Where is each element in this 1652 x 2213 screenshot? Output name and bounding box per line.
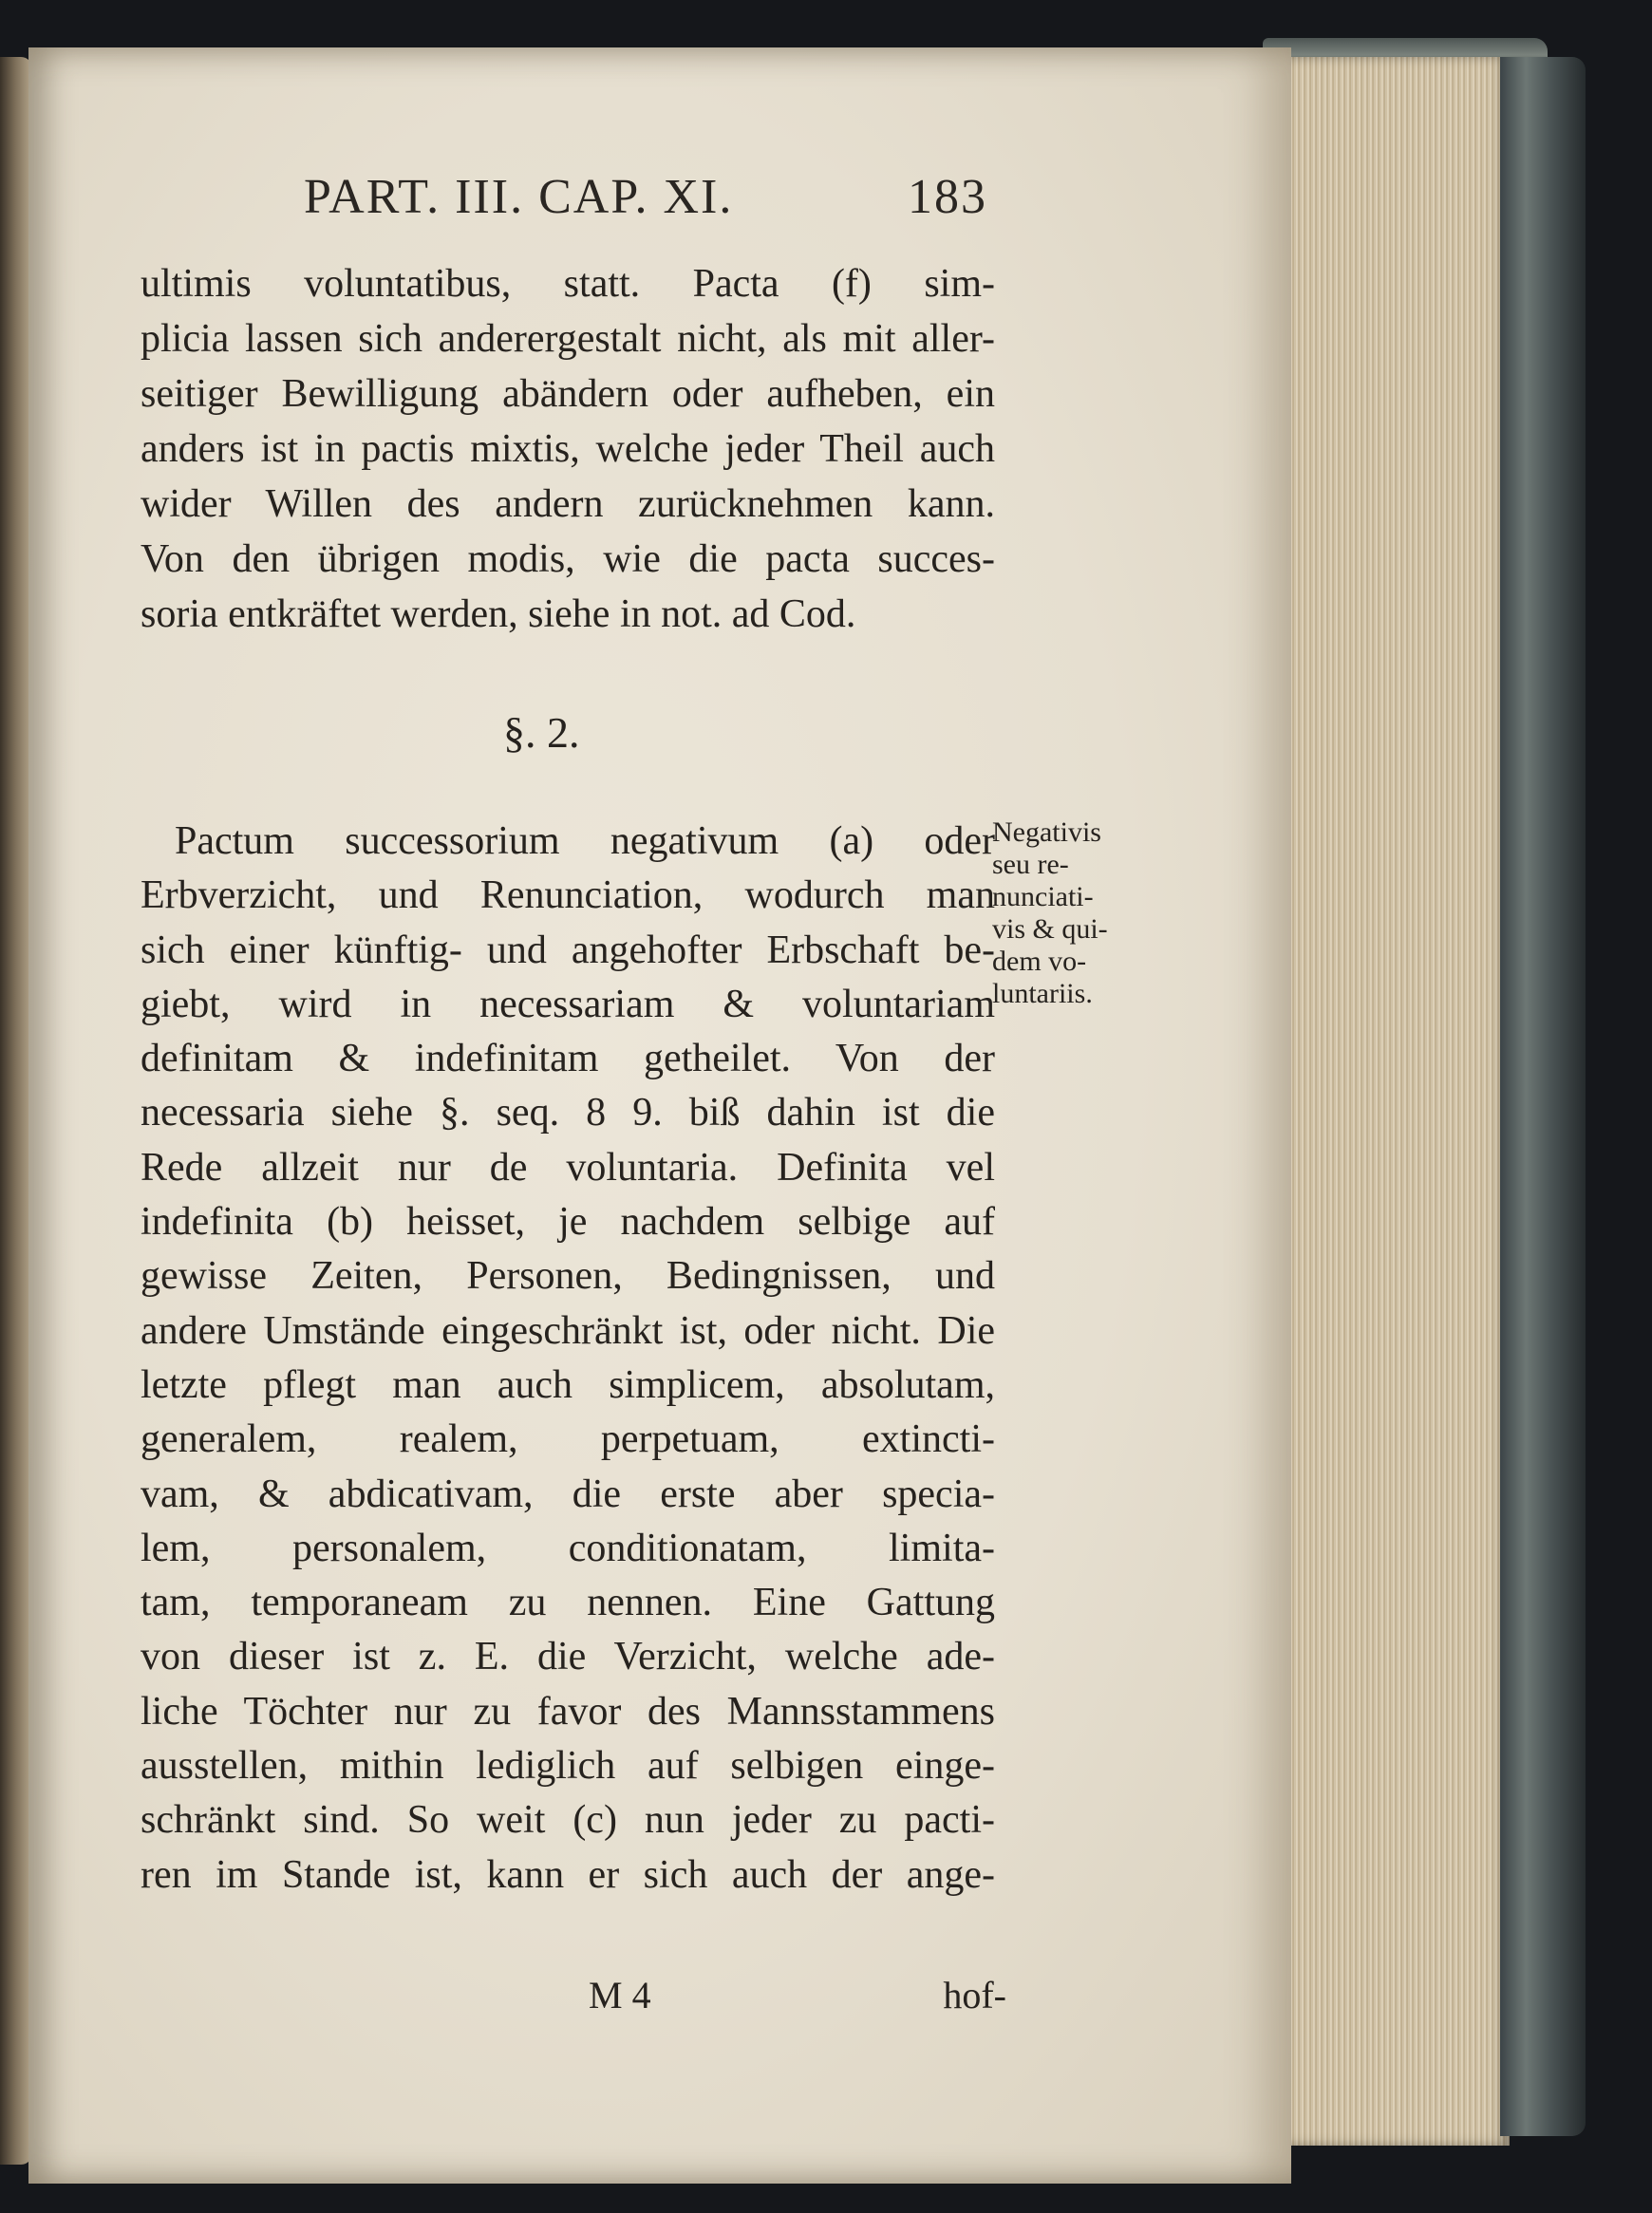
text-line: anders ist in pactis mixtis, welche jeder Theil auch: [141, 427, 995, 471]
page-number: 183: [908, 170, 987, 224]
running-title: PART. III. CAP. XI.: [304, 170, 734, 224]
text-line: ultimis voluntatibus, statt. Pacta (f) sim-: [141, 262, 995, 306]
text-line: ausstellen, mithin lediglich auf selbigen einge-: [141, 1744, 995, 1789]
paragraph-1: [141, 256, 995, 642]
text-line: soria entkräftet werden, siehe in not. ad Cod.: [141, 592, 856, 636]
text-line: seitiger Bewilligung abändern oder aufheben, ein: [141, 372, 995, 416]
text-line: Rede allzeit nur de voluntaria. Definita vel: [141, 1145, 995, 1190]
running-header: [304, 169, 987, 235]
text-line: letzte pflegt man auch simplicem, absolutam,: [141, 1362, 995, 1407]
text-line: schränkt sind. So weit (c) nun jeder zu pacti-: [141, 1798, 995, 1843]
text-line: ren im Stande ist, kann er sich auch der ange-: [141, 1852, 995, 1897]
text-line: tam, temporaneam zu nennen. Eine Gattung: [141, 1581, 995, 1625]
margin-note: [992, 816, 1163, 1010]
text-line: von dieser ist z. E. die Verzicht, welche ade-: [141, 1635, 995, 1679]
catchword: hof-: [943, 1974, 1006, 2016]
text-line: indefinita (b) heisset, je nachdem selbige auf: [141, 1200, 995, 1245]
book-cover-spine: [1500, 57, 1586, 2136]
margin-note-line: dem vo-: [992, 946, 1087, 977]
text-line: Von den übrigen modis, wie die pacta succes-: [141, 537, 995, 581]
text-line: Erbverzicht, und Renunciation, wodurch man: [141, 873, 995, 918]
left-page-edge: [0, 57, 32, 2165]
text-line: wider Willen des andern zurücknehmen kann.: [141, 482, 995, 526]
text-line: generalem, realem, perpetuam, extincti-: [141, 1417, 995, 1462]
text-line: andere Umstände eingeschränkt ist, oder nicht. Die: [141, 1308, 995, 1353]
section-heading: §. 2.: [503, 708, 580, 757]
signature-mark: M 4: [589, 1974, 651, 2016]
text-line: definitam & indefinitam getheilet. Von der: [141, 1037, 995, 1081]
text-line: necessaria siehe §. seq. 8 9. biß dahin ist die: [141, 1091, 995, 1135]
text-line: sich einer künftig- und angehofter Erbschaft be-: [141, 928, 995, 972]
margin-note-line: luntariis.: [992, 978, 1093, 1009]
margin-note-line: Negativis: [992, 816, 1101, 848]
margin-note-line: nunciati-: [992, 881, 1094, 912]
text-line: giebt, wird in necessariam & voluntariam: [141, 982, 995, 1026]
text-line: lem, personalem, conditionatam, limita-: [141, 1526, 995, 1570]
text-line: plicia lassen sich anderergestalt nicht, als mit aller-: [141, 317, 995, 361]
margin-note-line: seu re-: [992, 849, 1069, 880]
text-line: Pactum successorium negativum (a) oder: [175, 819, 995, 863]
text-line: gewisse Zeiten, Personen, Bedingnissen, und: [141, 1254, 995, 1299]
margin-note-line: vis & qui-: [992, 913, 1108, 945]
text-line: liche Töchter nur zu favor des Mannsstammens: [141, 1689, 995, 1734]
page-footer: [589, 1973, 1006, 2026]
page-stack-edge: [1272, 57, 1510, 2146]
text-line: vam, & abdicativam, die erste aber specia-: [141, 1472, 995, 1516]
paragraph-2: [141, 815, 995, 1903]
